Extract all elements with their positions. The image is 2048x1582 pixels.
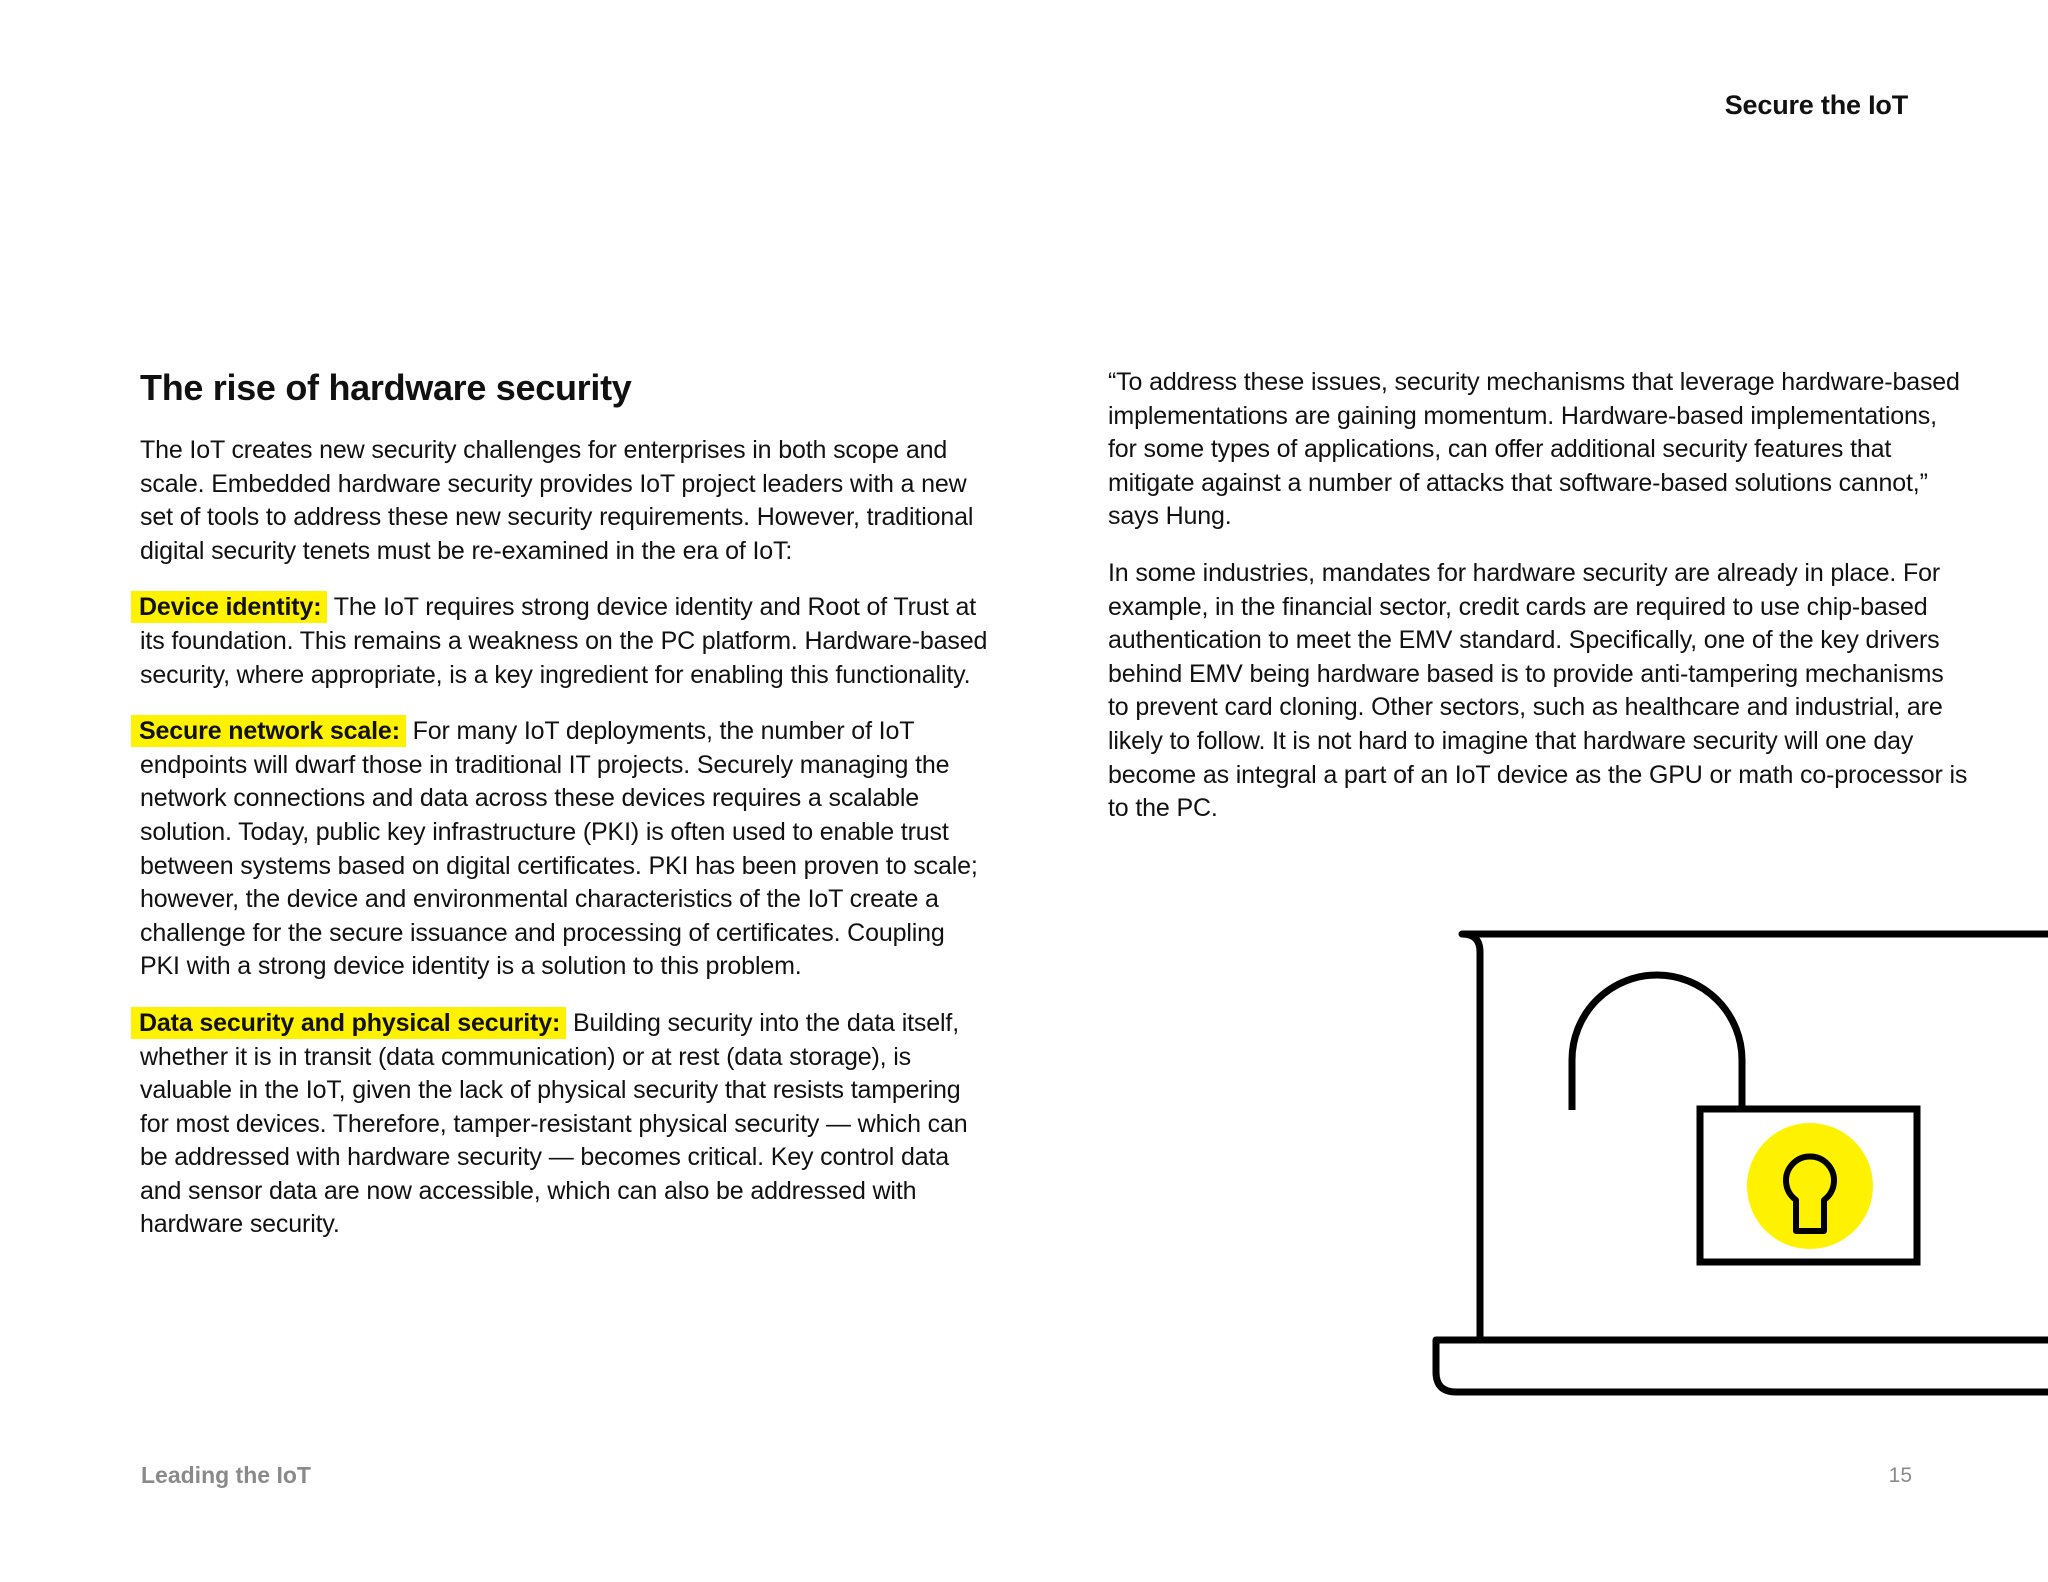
padlock-shackle xyxy=(1572,975,1742,1112)
page-number: 15 xyxy=(1888,1464,1912,1487)
item-device-identity xyxy=(140,591,990,692)
quote-paragraph: “To address these issues, security mechanisms that leverage hardware-based implementations are gaining momentum. Hardware-based implementations, for some types of applications, can offer additional security features that mitigate against a number of attacks that software-based solutions cannot,” says Hung. xyxy=(1108,368,1960,531)
left-column xyxy=(140,366,990,1265)
item-text: For many IoT deployments, the number of IoT endpoints will dwarf those in traditional IT projects. Securely managing the network connections and data across these devices requires a scalable solution. Today, public key infrastructure (PKI) is often used to enable trust between systems based on digital certificates. PKI has been proven to scale; however, the device and environmental characteristics of the IoT create a challenge for the secure issuance and processing of certificates. Coupling PKI with a strong device identity is a solution to this problem. xyxy=(140,717,978,981)
section-title: Secure the IoT xyxy=(1724,90,1908,120)
laptop-with-unlocked-padlock-icon xyxy=(1420,920,2048,1400)
laptop-base xyxy=(1436,1340,2048,1392)
highlight-label: Data security and physical security: xyxy=(131,1007,566,1039)
item-text: Building security into the data itself, whether it is in transit (data communication) or at rest (data storage), is valuable in the IoT, given the lack of physical security that resists tampering for most devices. Therefore, tamper-resistant physical security — which can be addressed with hardware security — becomes critical. Key control data and sensor data are now accessible, which can also be addressed with hardware security. xyxy=(140,1008,968,1239)
right-column xyxy=(1108,366,1968,849)
footer-publication: Leading the IoT xyxy=(141,1462,311,1488)
highlight-label: Device identity: xyxy=(131,591,327,623)
item-text: The IoT requires strong device identity and Root of Trust at its foundation. This remains a weakness on the PC platform. Hardware-based security, where appropriate, is a key ingredient for enabling this functionality. xyxy=(140,593,988,689)
section-heading: The rise of hardware security xyxy=(140,367,632,408)
industry-paragraph: In some industries, mandates for hardware security are already in place. For example, in the financial sector, credit cards are required to use chip-based authentication to meet the EMV standard. Specifically, one of the key drivers behind EMV being hardware based is to provide anti-tampering mechanisms to prevent card cloning. Other sectors, such as healthcare and industrial, are likely to follow. It is not hard to imagine that hardware security will one day become as integral a part of an IoT device as the GPU or math co-processor is to the PC. xyxy=(1108,558,1968,823)
item-data-security xyxy=(140,1007,990,1242)
item-secure-network-scale xyxy=(140,715,990,984)
intro-paragraph: The IoT creates new security challenges for enterprises in both scope and scale. Embedded hardware security provides IoT project leaders with a new set of tools to address these new security requirements. However, traditional digital security tenets must be re-examined in the era of IoT: xyxy=(140,436,974,565)
highlight-label: Secure network scale: xyxy=(131,715,406,747)
